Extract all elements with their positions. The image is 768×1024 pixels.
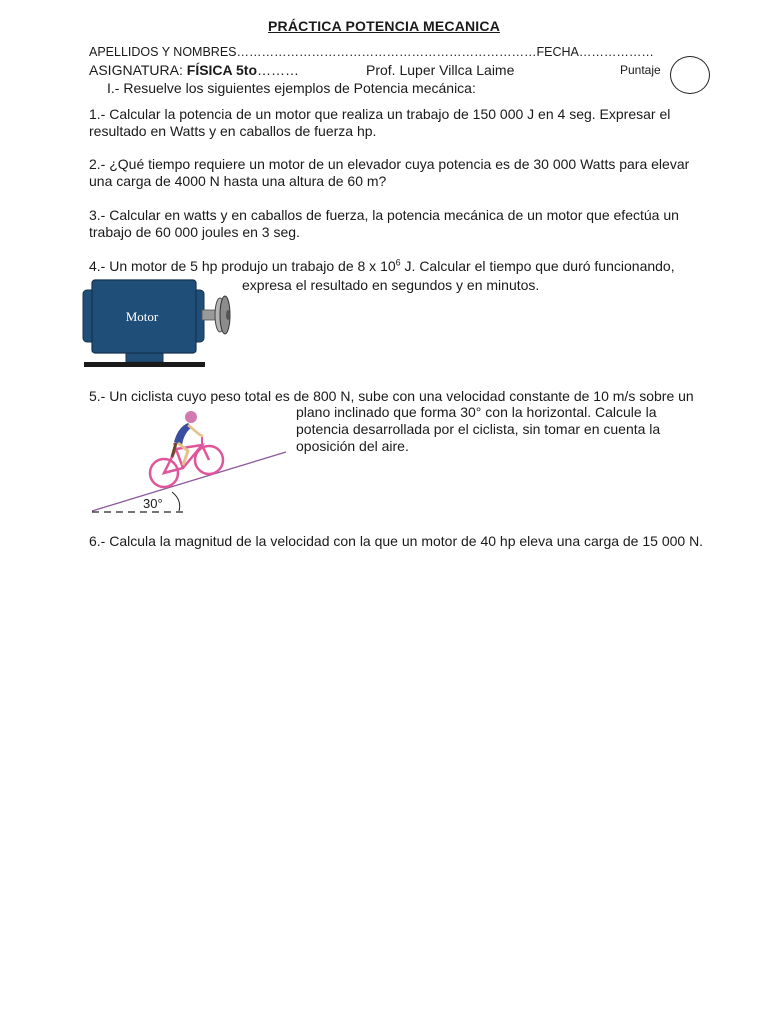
subject-dots: ………	[257, 62, 300, 78]
score-circle	[670, 56, 710, 94]
problem-6: 6.- Calcula la magnitud de la velocidad con la que un motor de 40 hp eleva una carga de 15 000 N.	[89, 533, 704, 549]
names-line	[89, 45, 654, 59]
motor-illustration	[82, 278, 234, 370]
rider-shorts	[172, 443, 176, 457]
cyclist-incline-illustration	[88, 405, 293, 517]
problem-3	[89, 207, 709, 241]
rider-helmet	[185, 411, 197, 423]
problem-3-line-2: trabajo de 60 000 joules en 3 seg.	[89, 224, 300, 240]
date-dots: ………………	[578, 45, 654, 59]
motor-base	[84, 362, 205, 367]
score-label: Puntaje	[620, 63, 661, 77]
problem-4-text-b: J. Calcular el tiempo que duró funcionando,	[400, 258, 675, 274]
subject-label: ASIGNATURA:	[89, 62, 183, 78]
problem-1-line-2: resultado en Watts y en caballos de fuerza hp.	[89, 123, 377, 139]
problem-2-line-1: 2.- ¿Qué tiempo requiere un motor de un elevador cuya potencia es de 30 000 Watts para elevar	[89, 156, 690, 172]
problem-3-line-1: 3.- Calcular en watts y en caballos de fuerza, la potencia mecánica de un motor que efectúa un	[89, 207, 679, 223]
problem-5-line-2: plano inclinado que forma 30° con la horizontal. Calcule la	[296, 404, 657, 420]
problem-4-text-a: 4.- Un motor de 5 hp produjo un trabajo de 8 x 10	[89, 258, 396, 274]
problem-2-line-2: una carga de 4000 N hasta una altura de 60 m?	[89, 173, 387, 189]
motor-label: Motor	[125, 309, 159, 324]
subject-line	[89, 62, 299, 78]
names-label: APELLIDOS Y NOMBRES	[89, 45, 237, 59]
problem-1	[89, 106, 709, 140]
rider-arm	[188, 425, 203, 436]
problem-4-line-1	[89, 258, 675, 275]
names-dots: ………………………………………………………………	[236, 45, 537, 59]
problem-2	[89, 156, 709, 190]
angle-label: 30°	[143, 496, 163, 511]
pulley-hub	[226, 310, 230, 320]
problem-4-line-2: expresa el resultado en segundos y en minutos.	[242, 277, 540, 293]
angle-arc	[172, 492, 180, 511]
problem-5-line-4: oposición del aire.	[296, 438, 409, 454]
problem-5-line-3: potencia desarrollada por el ciclista, sin tomar en cuenta la	[296, 421, 661, 437]
professor-name: Prof. Luper Villca Laime	[366, 62, 515, 78]
date-label: FECHA	[536, 45, 579, 59]
page-title: PRÁCTICA POTENCIA MECANICA	[267, 18, 501, 34]
exponent: 6	[395, 257, 401, 268]
instructions: I.- Resuelve los siguientes ejemplos de Potencia mecánica:	[107, 80, 476, 96]
problem-5-line-1: 5.- Un ciclista cuyo peso total es de 800 N, sube con una velocidad constante de 10 m/s sobre un	[89, 388, 694, 404]
subject-value: FÍSICA 5to	[186, 62, 258, 78]
problem-1-line-1: 1.- Calcular la potencia de un motor que realiza un trabajo de 150 000 J en 4 seg. Expresar el	[89, 106, 671, 122]
